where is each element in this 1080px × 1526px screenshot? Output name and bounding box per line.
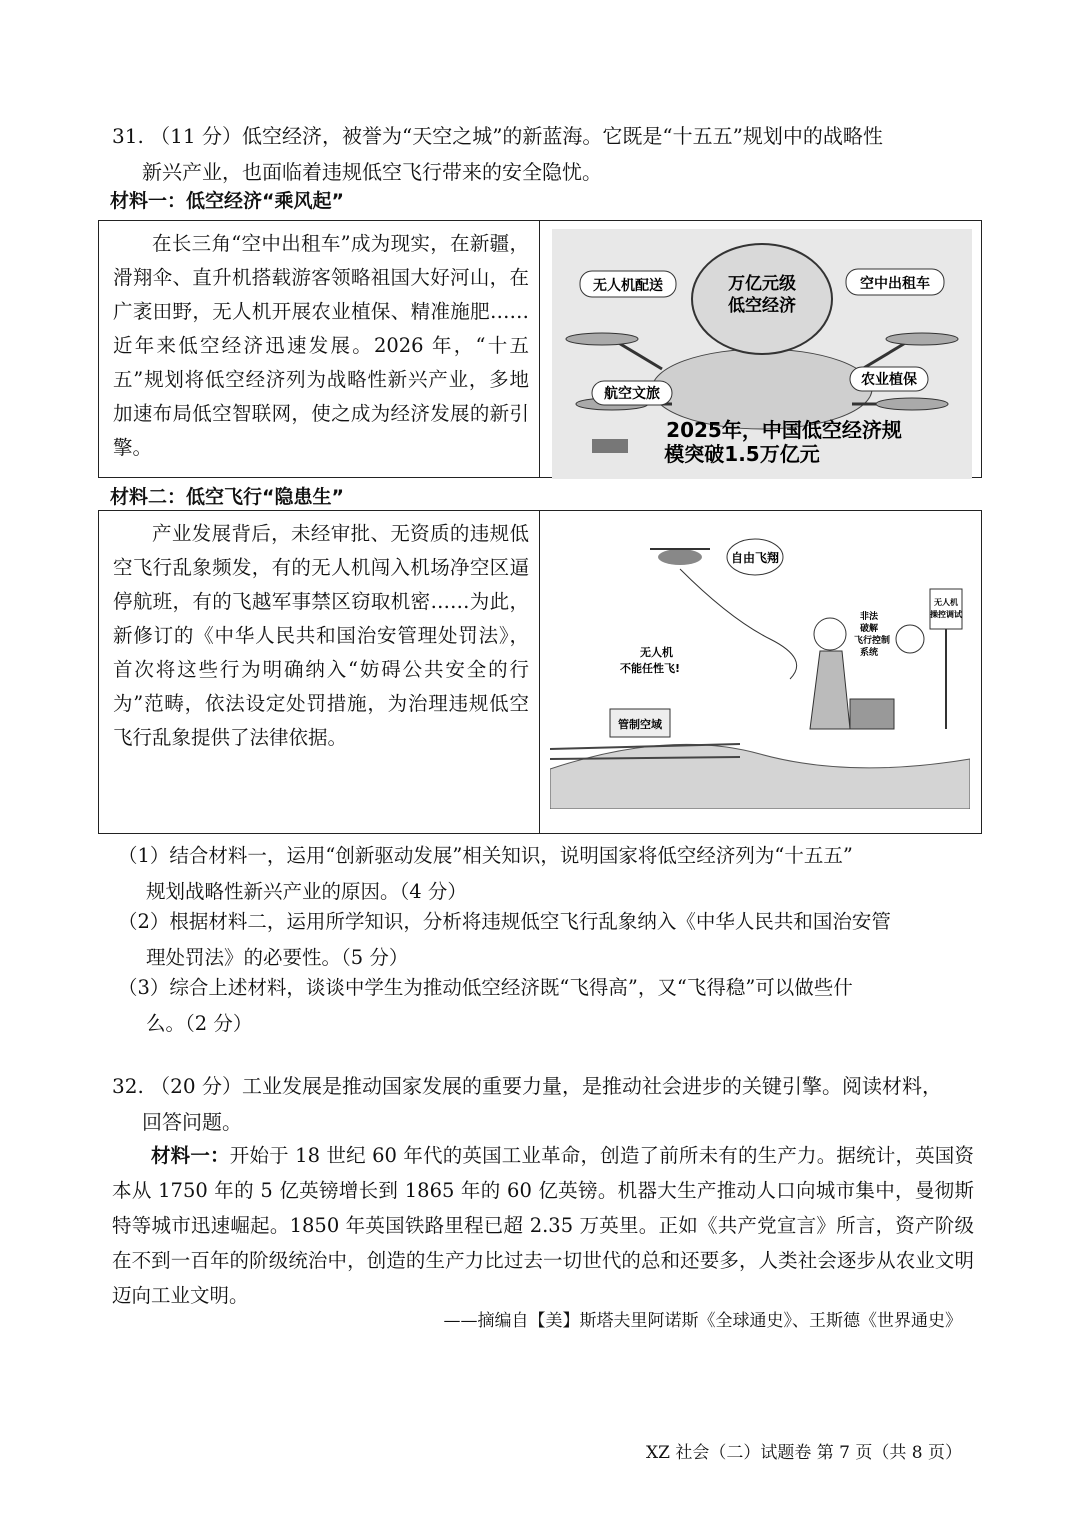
cartoon2-board2: 破解	[860, 624, 879, 634]
q32-material1	[112, 1138, 974, 1313]
cartoon1-caption1: 2025年，中国低空经济规	[666, 418, 902, 442]
q31-material2-box	[98, 510, 982, 834]
material2-text-cell	[99, 511, 540, 834]
cartoon2-zone: 管制空域	[618, 718, 662, 731]
q32-material1-text: 开始于 18 世纪 60 年代的英国工业革命，创造了前所未有的生产力。据统计，英国资本从 1750 年的 5 亿英镑增长到 1865 年的 60 亿英镑。机器大生产推动人口向城市集中，曼彻斯特等城市迅速崛起。1850 年英国铁路里程已超 2.35 万英里。正如《共产党宣言》所言，资产阶级在不到一百年的阶级统治中，创造的生产力比过去一切世代的总和还要多，人类社会逐步从农业文明迈向工业文明。	[112, 1144, 974, 1307]
cartoon2-board3: 飞行控制	[854, 636, 891, 646]
q31-sub1-a: （1）结合材料一，运用“创新驱动发展”相关知识，说明国家将低空经济列为“十五五”	[118, 844, 853, 867]
q31-sub1	[118, 838, 978, 910]
q31-material2-label: 材料二：低空飞行“隐患生”	[110, 486, 344, 508]
cartoon1-tr: 空中出租车	[860, 276, 930, 292]
q31-sub3	[118, 970, 978, 1042]
material1-image-cell	[540, 221, 982, 478]
cartoon2-board1: 非法	[860, 612, 879, 622]
q32-source: ——摘编自【美】斯塔夫里阿诺斯《全球通史》、王斯德《世界通史》	[443, 1311, 962, 1331]
q32-stem-line1: 32. （20 分）工业发展是推动国家发展的重要力量，是推动社会进步的关键引擎。阅读材料，	[112, 1074, 942, 1098]
q31-stem-line2: 新兴产业，也面临着违规低空飞行带来的安全隐忧。	[142, 160, 602, 184]
q31-sub2	[118, 904, 978, 976]
cartoon2-flag2: 操控调试	[930, 610, 962, 619]
q31-sub3-b: 么。（2 分）	[146, 1012, 253, 1035]
material2-text: 产业发展背后，未经审批、无资质的违规低空飞行乱象频发，有的无人机闯入机场净空区逼停航班，有的飞越军事禁区窃取机密……为此，新修订的《中华人民共和国治安管理处罚法》，首次将这些行为明确纳入“妨碍公共安全的行为”范畴，依法设定处罚措施，为治理违规低空飞行乱象提供了法律依据。	[113, 522, 529, 749]
page-footer: XZ 社会（二）试题卷 第 7 页（共 8 页）	[646, 1443, 962, 1463]
material1-text-cell	[99, 221, 540, 478]
cartoon1-tl: 无人机配送	[593, 278, 663, 294]
cartoon1-bl: 航空文旅	[604, 386, 660, 402]
material1-text: 在长三角“空中出租车”成为现实，在新疆，滑翔伞、直升机搭载游客领略祖国大好河山，在广袤田野，无人机开展农业植保、精准施肥……近年来低空经济迅速发展。2026 年，“十五五”规划将低空经济列为战略性新兴产业，多地加速布局低空智联网，使之成为经济发展的新引擎。	[113, 232, 529, 459]
q31-sub1-b: 规划战略性新兴产业的原因。（4 分）	[146, 880, 467, 903]
low-altitude-economy-cartoon	[552, 229, 972, 479]
q32-material1-label: 材料一：	[151, 1144, 230, 1167]
q32-stem-line2: 回答问题。	[142, 1110, 242, 1134]
cartoon1-br: 农业植保	[861, 372, 917, 388]
cartoon1-caption2: 模突破1.5万亿元	[664, 442, 820, 466]
q32-stem	[112, 1068, 972, 1140]
cartoon2-bubble: 自由飞翔	[730, 551, 780, 565]
q31-material1-label: 材料一：低空经济“乘风起”	[110, 190, 344, 212]
cartoon1-center: 万亿元级	[728, 274, 796, 294]
cartoon2-board4: 系统	[860, 648, 879, 658]
cartoon1-center2: 低空经济	[728, 296, 796, 316]
cartoon2-sign1: 无人机	[640, 646, 673, 659]
q31-sub2-b: 理处罚法》的必要性。（5 分）	[146, 946, 409, 969]
q31-material1-box	[98, 220, 982, 478]
q31-stem	[112, 118, 992, 190]
cartoon2-sign2: 不能任性飞!	[620, 662, 681, 675]
cartoon2-flag1: 无人机	[934, 598, 958, 607]
illegal-drone-cartoon	[550, 529, 970, 809]
q31-sub2-a: （2）根据材料二，运用所学知识，分析将违规低空飞行乱象纳入《中华人民共和国治安管	[118, 910, 891, 933]
material2-image-cell	[540, 511, 982, 834]
q31-sub3-a: （3）综合上述材料，谈谈中学生为推动低空经济既“飞得高”，又“飞得稳”可以做些什	[118, 976, 853, 999]
q31-stem-line1: 31. （11 分）低空经济，被誉为“天空之城”的新蓝海。它既是“十五五”规划中的战略性	[112, 124, 883, 148]
